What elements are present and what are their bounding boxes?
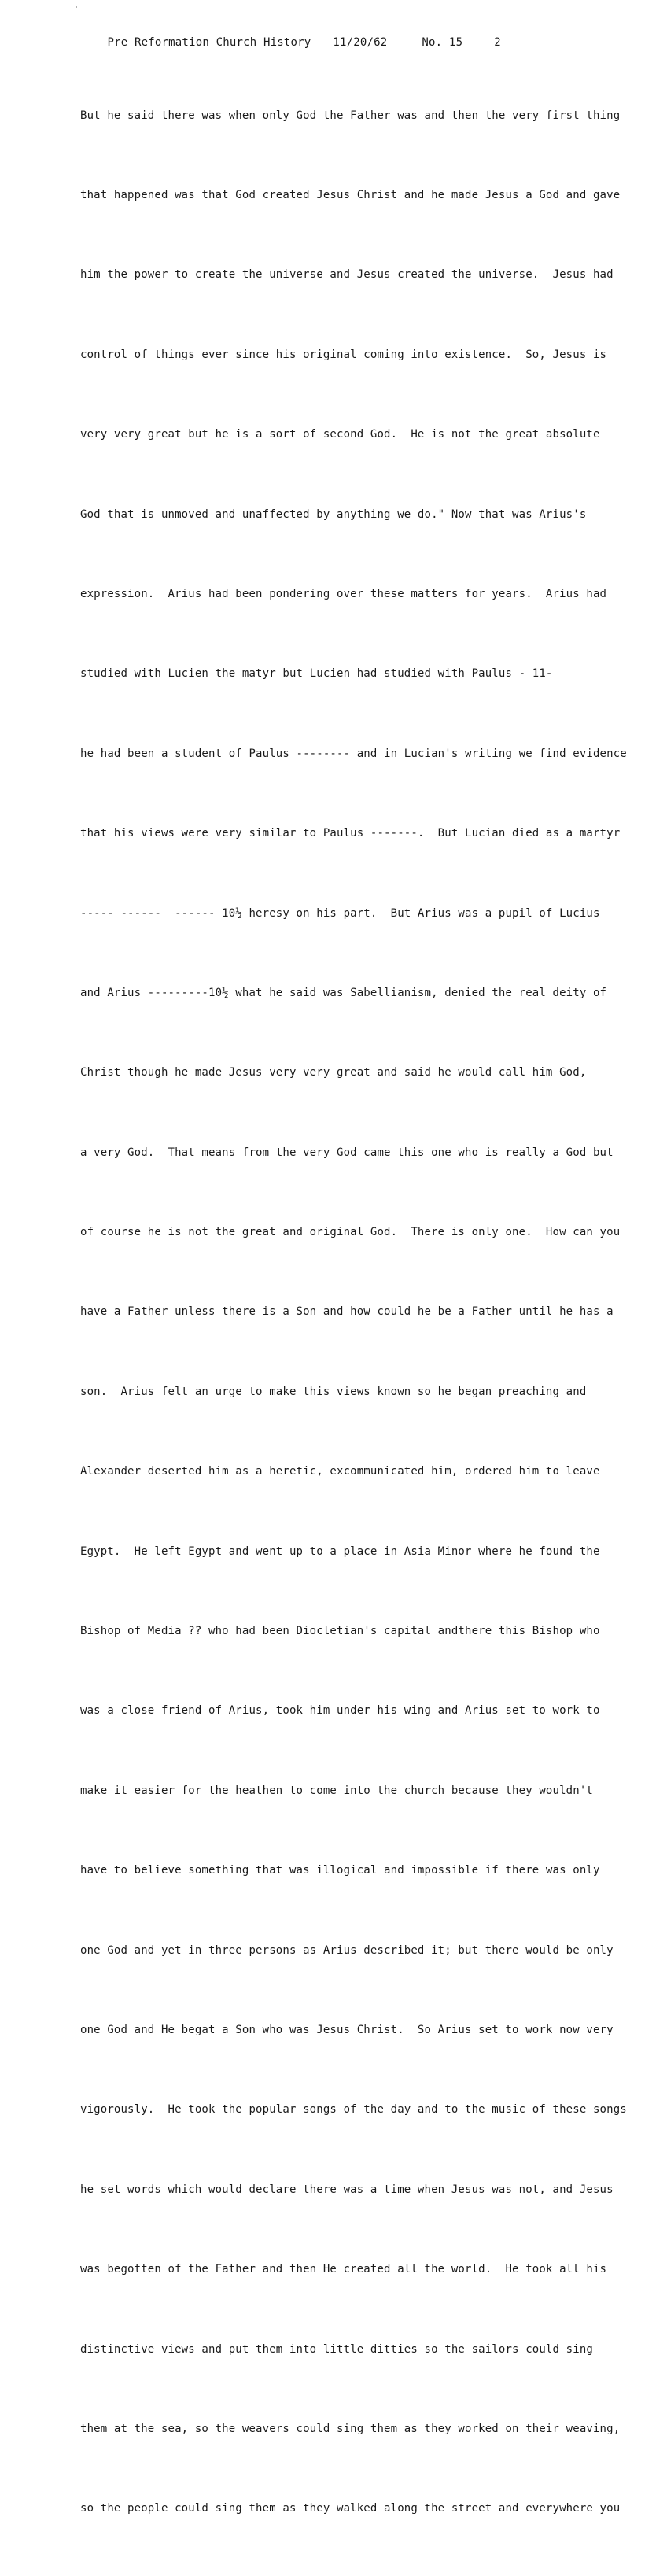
text-line: son. Arius felt an urge to make this views known so he began preaching and — [80, 1385, 587, 1398]
text-line: have a Father unless there is a Son and how could he be a Father until he has a — [80, 1305, 614, 1319]
text-line: distinctive views and put them into little ditties so the sailors could sing — [80, 2342, 593, 2356]
text-line: was a close friend of Arius, took him under his wing and Arius set to work to — [80, 1704, 600, 1718]
text-line: he set words which would declare there was a time when Jesus was not, and Jesus — [80, 2183, 614, 2196]
document-date: 11/20/62 — [333, 36, 388, 49]
text-line: one God and He begat a Son who was Jesus Christ. So Arius set to work now very — [80, 2023, 614, 2036]
text-line: one God and yet in three persons as Arius described it; but there would be only — [80, 1943, 614, 1957]
text-line: vigorously. He took the popular songs of the day and to the music of these songs — [80, 2103, 627, 2117]
text-line: make it easier for the heathen to come into the church because they wouldn't — [80, 1784, 593, 1797]
text-line: that happened was that God created Jesus Christ and he made Jesus a God and gave — [80, 188, 621, 201]
text-line: so the people could sing them as they walked along the street and everywhere you — [80, 2502, 621, 2515]
text-line: Christ though he made Jesus very very great and said he would call him God, — [80, 1066, 587, 1079]
text-line: them at the sea, so the weavers could sing them as they worked on their weaving, — [80, 2422, 621, 2435]
text-line: control of things ever since his original coming into existence. So, Jesus is — [80, 348, 607, 361]
text-line: a very God. That means from the very God came this one who is really a God but — [80, 1146, 614, 1159]
body-text — [80, 50, 631, 2576]
text-line: and Arius ---------10½ what he said was Sabellianism, denied the real deity of — [80, 986, 607, 999]
text-line: expression. Arius had been pondering over these matters for years. Arius had — [80, 587, 607, 600]
text-line: But he said there was when only God the Father was and then the very first thing — [80, 109, 621, 122]
text-line: ----- ------ ------ 10½ heresy on his part. But Arius was a pupil of Lucius — [80, 906, 600, 920]
lecture-number: No. 15 — [422, 36, 463, 49]
document-title: Pre Reformation Church History — [107, 36, 311, 49]
text-line: that his views were very similar to Paulus -------. But Lucian died as a martyr — [80, 827, 621, 840]
text-line: Egypt. He left Egypt and went up to a place in Asia Minor where he found the — [80, 1544, 600, 1558]
text-line: him the power to create the universe and Jesus created the universe. Jesus had — [80, 268, 614, 282]
text-line: of course he is not the great and original God. There is only one. How can you — [80, 1226, 621, 1239]
text-line: very very great but he is a sort of second God. He is not the great absolute — [80, 428, 600, 441]
text-line: he had been a student of Paulus -------- and in Lucian's writing we find evidence — [80, 747, 627, 760]
text-line: studied with Lucien the matyr but Lucien had studied with Paulus - 11- — [80, 667, 553, 681]
text-line: was begotten of the Father and then He created all the world. He took all his — [80, 2263, 607, 2276]
text-line: God that is unmoved and unaffected by anything we do." Now that was Arius's — [80, 507, 587, 521]
page-number: 2 — [494, 36, 501, 49]
text-line: Bishop of Media ?? who had been Diocletian's capital andthere this Bishop who — [80, 1625, 600, 1638]
text-line: Alexander deserted him as a heretic, excommunicated him, ordered him to leave — [80, 1465, 600, 1478]
text-line: have to believe something that was illogical and impossible if there was only — [80, 1864, 600, 1877]
paper-speck — [76, 6, 77, 8]
